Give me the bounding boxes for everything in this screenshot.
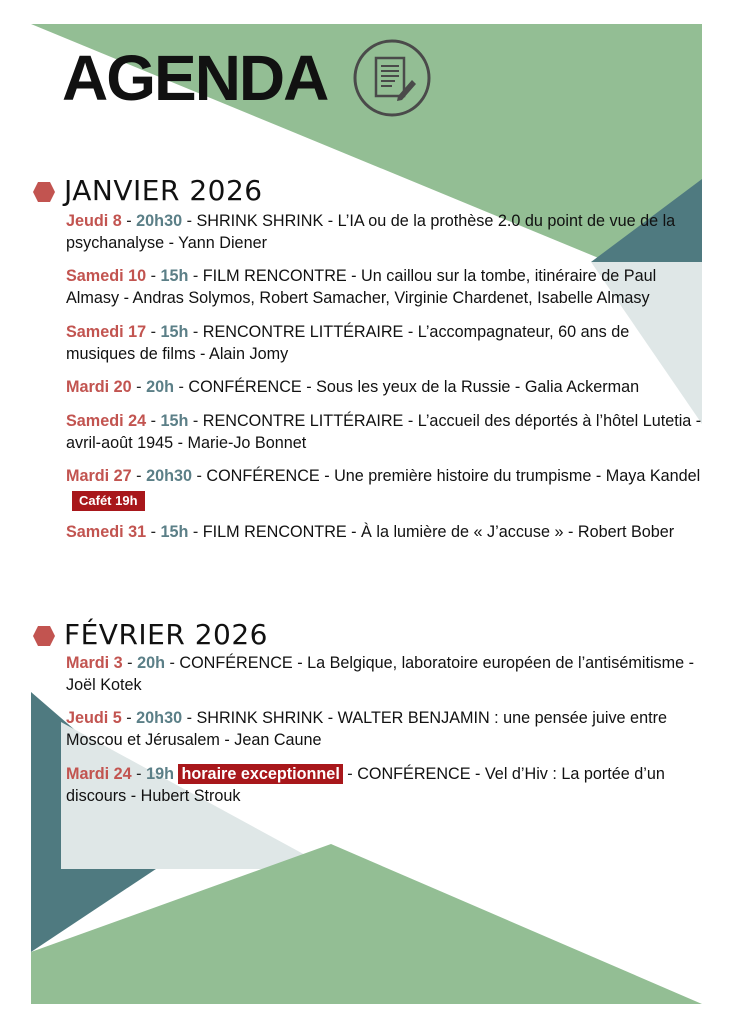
agenda-event: Mardi 24 - 19h horaire exceptionnel - CONFÉRENCE - Vel d’Hiv : La portée d’un discours - Hubert Strouk [66, 765, 665, 805]
event-time: 15h [160, 412, 189, 430]
background-shapes [31, 24, 702, 1004]
agenda-event: Samedi 17 - 15h - RENCONTRE LITTÉRAIRE - L’accompagnateur, 60 ans de musiques de films - Alain Jomy [66, 323, 630, 363]
agenda-event: Mardi 20 - 20h - CONFÉRENCE - Sous les yeux de la Russie - Galia Ackerman [66, 378, 640, 396]
agenda-event: Samedi 10 - 15h - FILM RENCONTRE - Un caillou sur la tombe, itinéraire de Paul Almasy - Andras Solymos, Robert Samacher, Virginie Chardenet, Isabelle Almasy [66, 267, 657, 307]
event-time: 20h [146, 378, 174, 396]
event-day: Samedi 24 [66, 412, 147, 430]
event-description: RENCONTRE LITTÉRAIRE - L’accueil des déportés à l’hôtel Lutetia - avril-août 1945 - Marie-Jo Bonnet [66, 412, 702, 452]
event-day: Mardi 20 [66, 378, 132, 396]
event-description: CONFÉRENCE - Sous les yeux de la Russie - Galia Ackerman [188, 378, 640, 396]
event-description: RENCONTRE LITTÉRAIRE - L’accompagnateur, 60 ans de musiques de films - Alain Jomy [66, 323, 630, 363]
agenda-event: Mardi 27 - 20h30 - CONFÉRENCE - Une première histoire du trumpisme - Maya KandelCafét 19h [66, 465, 702, 511]
event-description: SHRINK SHRINK - L’IA ou de la prothèse 2.0 du point de vue de la psychanalyse - Yann Diener [66, 212, 676, 252]
event-time: 19h [146, 765, 174, 783]
event-day: Jeudi 5 [66, 709, 122, 727]
agenda-page [31, 24, 702, 1004]
cafet-badge: Cafét 19h [72, 491, 145, 511]
event-day: Mardi 3 [66, 654, 123, 672]
hexagon-bullet-icon [33, 626, 55, 646]
event-day: Jeudi 8 [66, 212, 122, 230]
event-day: Mardi 24 [66, 765, 132, 783]
event-time: 20h [137, 654, 165, 672]
agenda-event: Samedi 31 - 15h - FILM RENCONTRE - À la lumière de « J’accuse » - Robert Bober [66, 523, 675, 541]
event-day: Mardi 27 [66, 467, 132, 485]
event-day: Samedi 31 [66, 523, 147, 541]
exceptional-time-badge: horaire exceptionnel [178, 764, 342, 784]
event-time: 20h30 [136, 709, 183, 727]
agenda-event: Samedi 24 - 15h - RENCONTRE LITTÉRAIRE - L’accueil des déportés à l’hôtel Lutetia - avril-août 1945 - Marie-Jo Bonnet [66, 412, 702, 452]
agenda-event: Jeudi 8 - 20h30 - SHRINK SHRINK - L’IA ou de la prothèse 2.0 du point de vue de la psychanalyse - Yann Diener [66, 212, 676, 252]
event-description: FILM RENCONTRE - À la lumière de « J’accuse » - Robert Bober [202, 523, 675, 541]
hexagon-bullet-icon [33, 182, 55, 202]
agenda-event: Mardi 3 - 20h - CONFÉRENCE - La Belgique, laboratoire européen de l’antisémitisme - Joël Kotek [66, 654, 695, 694]
month-label: FÉVRIER 2026 [64, 618, 268, 651]
event-time: 15h [160, 523, 189, 541]
event-time: 20h30 [136, 212, 183, 230]
event-time: 15h [160, 323, 189, 341]
event-description: SHRINK SHRINK - WALTER BENJAMIN : une pensée juive entre Moscou et Jérusalem - Jean Caune [66, 709, 667, 749]
document-edit-icon [352, 38, 432, 118]
event-day: Samedi 17 [66, 323, 147, 341]
page-title: AGENDA [62, 42, 328, 114]
agenda-event: Jeudi 5 - 20h30 - SHRINK SHRINK - WALTER BENJAMIN : une pensée juive entre Moscou et Jérusalem - Jean Caune [66, 709, 667, 749]
event-day: Samedi 10 [66, 267, 147, 285]
event-description: FILM RENCONTRE - Un caillou sur la tombe, itinéraire de Paul Almasy - Andras Solymos, Robert Samacher, Virginie Chardenet, Isabelle Almasy [66, 267, 657, 307]
event-time: 15h [160, 267, 189, 285]
event-description: CONFÉRENCE - La Belgique, laboratoire européen de l’antisémitisme - Joël Kotek [66, 654, 695, 694]
event-description: CONFÉRENCE - Vel d’Hiv : La portée d’un discours - Hubert Strouk [66, 765, 665, 805]
event-description: CONFÉRENCE - Une première histoire du trumpisme - Maya Kandel [206, 467, 701, 485]
event-time: 20h30 [146, 467, 192, 485]
month-label: JANVIER 2026 [64, 174, 263, 207]
